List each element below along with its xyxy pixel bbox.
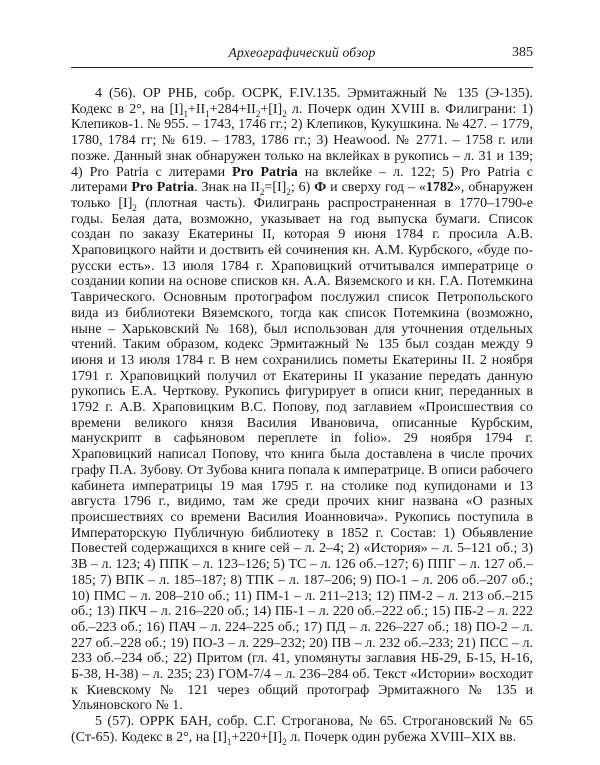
paragraph: 5 (57). ОРРК БАН, собр. С.Г. Строганова, № 65. Строгановский № 65 (Ст-65). Кодекс в 2°, на $[I]_1+220+[I]_2$ л. Почерк один рубежа XVIII–XIX вв. [71,714,533,747]
running-head [71,45,533,63]
page-number: 385 [512,45,533,60]
running-title: Археографический обзор [228,45,376,60]
body-text [71,86,533,746]
paragraph: 4 (56). ОР РНБ, собр. ОСРК, F.IV.135. Эрмитажный № 135 (Э-135). Кодекс в 2°, на $[I]_1+II_1+284+II_2+[I]_2$ л. Почерк один XVIII в. Филиграни: 1) Клепиков-1. № 955. – 1743, 1746 гг.; 2) Клепиков, Кукушкина. № 427. – 1779, 1780, 1784 гг; № 619. – 1783, 1786 гг.; 3) Heawood. № 2771. – 1758 г. или позже. Данный знак обнаружен только на вклейках в рукопись – л. 31 и 139; 4) Pro Patria с литерами Pro Patria на вклейке – л. 122; 5) Pro Patria с литерами Pro Patria. Знак на $II_2=[I]_2$; 6) Ф и сверху год – «1782», обнаружен только $[I]_2$ (плотная часть). Филигрань распространенная в 1770–1790-е годы. Белая дата, возможно, указывает на год выпуска бумаги. Список создан по заказу Екатерины II, которая 9 июня 1784 г. просила А.В. Храповицкого найти и доствить ей сочинения кн. А.М. Курбского, «буде по-русски есть». 13 июля 1784 г. Храповицкий отчитывался императрице о создании копии на основе списков кн. А.А. Вяземского и кн. Г.А. Потемкина Таврического. Основным протографом послужил список Петропольского вида из библиотеки Вяземского, тогда как список Потемкина (возможно, ныне – Харьковский № 168), был использован для уточнения отдельных чтений. Таким образом, кодекс Эрмитажный № 135 был создан между 9 июня и 13 июля 1784 г. В нем сохранились пометы Екатерины II. 2 ноября 1791 г. Храповицкий получил от Екатерины II указание передать данную рукопись Е.А. Черткову. Рукопись фигурирует в описи книг, переданных в 1792 г. А.В. Храповицким В.С. Попову, под заглавием «Происшествия со времени великого князя Василия Ивановича, описанные Курбским, манускрипт в сафьяновом переплете in folio». 29 ноября 1794 г. Храповицкий написал Попову, что книга была доставлена в числе прочих графу П.А. Зубову. От Зубова книга попала к императрице. В описи рабочего кабинета императрицы 19 мая 1795 г. на столике под купидонами и 13 августа 1796 г., видимо, там же среди прочих книг названа «О разных происшествиях со времени Василия Иоанновича». Рукопись поступила в Императорскую Публичную библиотеку в 1852 г. Состав: 1) Обьявление Повестей содержащихся в книге сей – л. 2–4; 2) «История» – л. 5–121 об.; 3) ЗВ – л. 123; 4) ППК – л. 123–126; 5) ТС – л. 126 об.–127; 6) ППГ – л. 127 об.–185; 7) ВПК – л. 185–187; 8) ТПК – л. 187–206; 9) ПО-1 – л. 206 об.–207 об.; 10) ПМС – л. 208–210 об.; 11) ПМ-1 – л. 211–213; 12) ПМ-2 – л. 213 об.–215 об.; 13) ПКЧ – л. 216–220 об.; 14) ПБ-1 – л. 220 об.–222 об.; 15) ПБ-2 – л. 222 об.–223 об.; 16) ПАЧ – л. 224–225 об.; 17) ПД – л. 226–227 об.; 18) ПО-2 – л. 227 об.–228 об.; 19) ПО-3 – л. 229–232; 20) ПВ – л. 232 об.–233; 21) ПСС – л. 233 об.–234 об.; 22) Притом (гл. 41, упомянуты заглавия НБ-29, Б-15, Н-16, Б-38, Н-38) – л. 235; 23) ГОМ-7/4 – л. 236–284 об. Текст «Истории» восходит к Киевскому № 121 через общий протограф Эрмитажного № 135 и Ульяновского № 1. [71,86,533,714]
header-rule [71,67,533,68]
